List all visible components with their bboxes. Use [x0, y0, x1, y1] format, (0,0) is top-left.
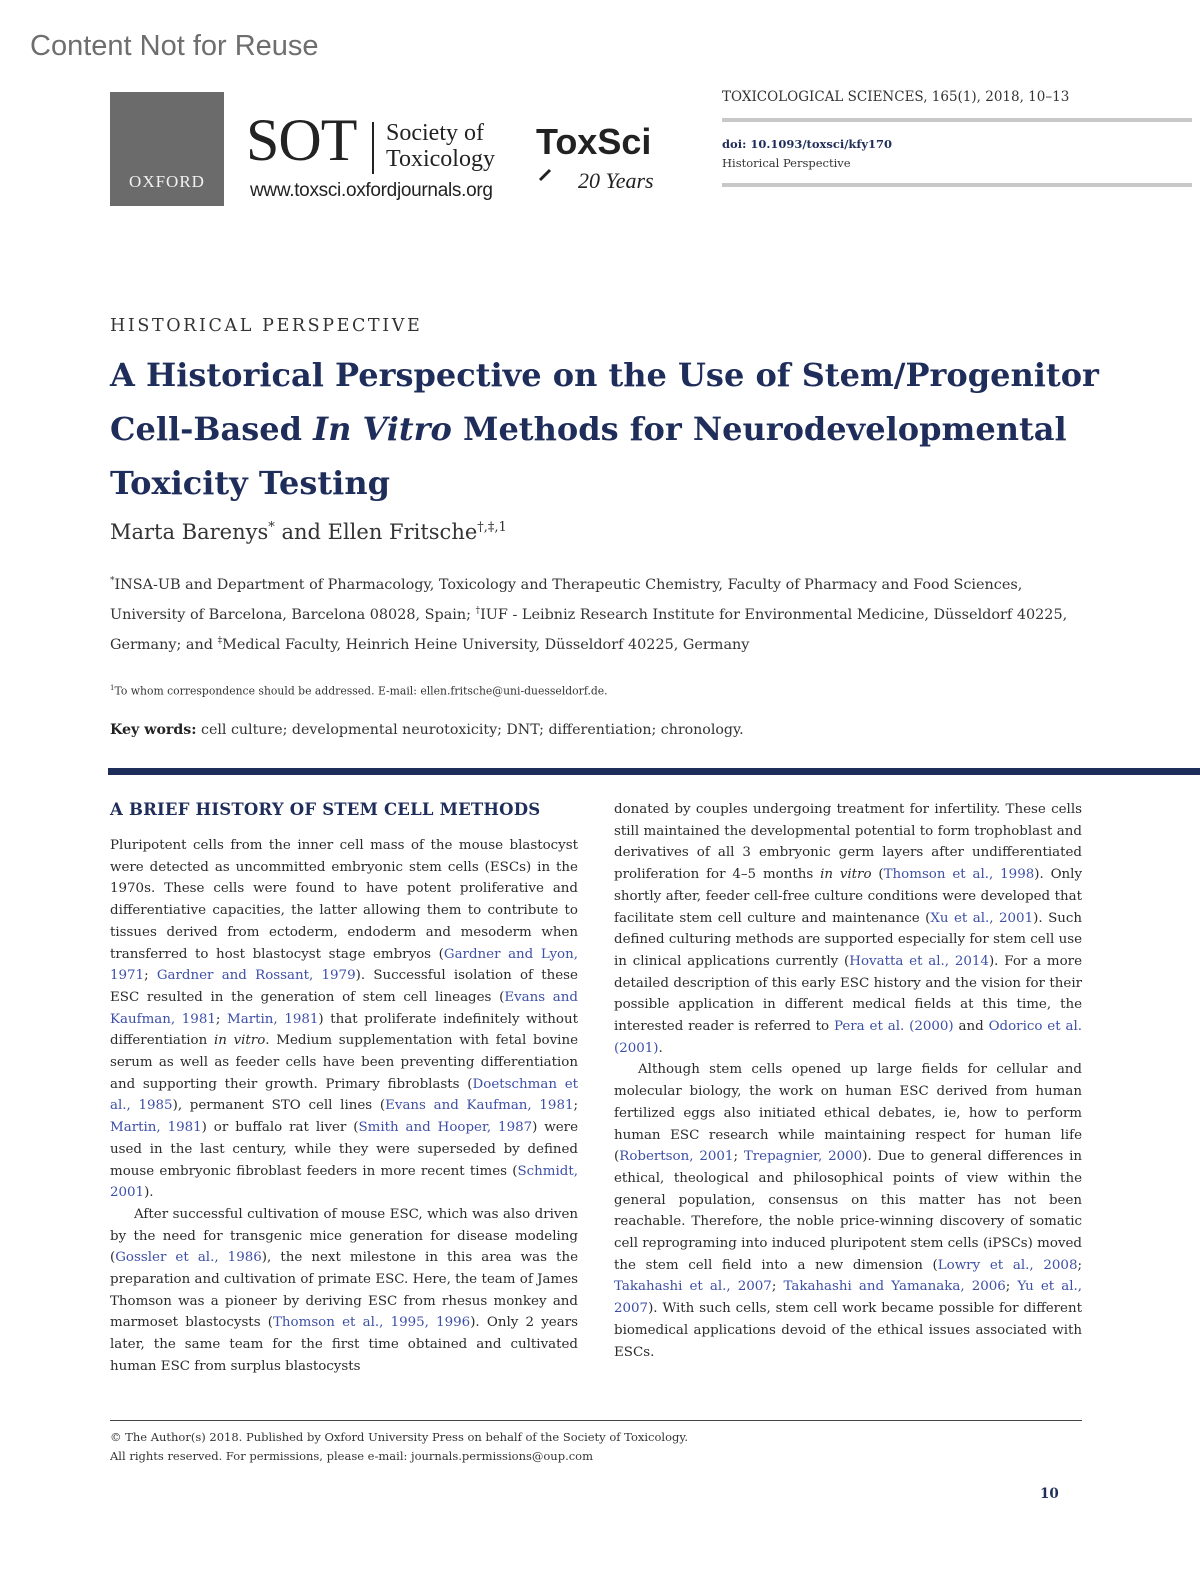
correspondence-note — [110, 684, 608, 698]
journal-url: www.toxsci.oxfordjournals.org — [250, 180, 493, 201]
separator: ; — [1005, 1279, 1018, 1295]
body-text: ). Due to general differences in ethical, theological and philosophical points of view within the general population, consensus on this matter has not been reachable. Therefore, the noble price-winning discovery of somatic cell reprograming into induced pluripotent stem cells (iPSCs) moved the stem cell field into a new dimension ( — [614, 1149, 1082, 1273]
citation-link[interactable]: Gossler et al., 1986 — [115, 1250, 262, 1266]
citation-link[interactable]: Gardner and Rossant, 1979 — [156, 968, 356, 984]
oxford-logo — [110, 92, 224, 206]
citation-link[interactable]: Schmidt, 2001 — [110, 1163, 578, 1201]
separator: ; — [215, 1011, 228, 1027]
separator: ; — [733, 1149, 744, 1165]
body-text: ). With such cells, stem cell work became possible for different biomedical applications devoid of the ethical issues associated with ESCs. — [614, 1301, 1082, 1360]
sot-divider — [372, 122, 374, 174]
body-text: ) were used in the last century, while they were superseded by defined mouse embryonic fibroblast feeders in more recent times ( — [110, 1120, 579, 1179]
citation-link[interactable]: Evans and Kaufman, 1981 — [385, 1098, 574, 1114]
body-text: donated by couples undergoing treatment for infertility. These cells still maintained the developmental potential to form trophoblast and derivatives of all 3 embryonic germ layers after undifferentiated proliferation for 4–5 months — [614, 802, 1082, 883]
paragraph — [614, 1059, 1082, 1363]
journal-citation: TOXICOLOGICAL SCIENCES, 165(1), 2018, 10–13 — [722, 89, 1070, 105]
section-divider — [108, 768, 1200, 775]
body-text: ) or buffalo rat liver ( — [201, 1120, 359, 1136]
header-rule-bottom — [722, 183, 1192, 187]
body-text: ). — [144, 1185, 154, 1201]
body-text: ). Successful isolation of these ESC resulted in the generation of stem cell lineages ( — [110, 968, 578, 1005]
corresp-text: To whom correspondence should be addressed. E-mail: ellen.fritsche@uni-duesseldorf.de. — [114, 684, 608, 698]
citation-link[interactable]: Thomson et al., 1998 — [883, 867, 1035, 883]
oxford-label: OXFORD — [129, 172, 205, 191]
section-heading: A BRIEF HISTORY OF STEM CELL METHODS — [110, 800, 541, 819]
body-text: Pluripotent cells from the inner cell mass of the mouse blastocyst were detected as uncommitted embryonic stem cells (ESCs) in the 1970s. These cells were found to have potent proliferative and differentiative capacities, the latter allowing them to contribute to tissues derived from ectoderm, endoderm and mesoderm when transferred to host blastocyst stage embryos ( — [110, 838, 578, 962]
body-column-left — [110, 835, 578, 1378]
affil-2: IUF - Leibniz Research Institute for Environmental Medicine, Düsseldorf 40225, Germany; and — [110, 606, 1068, 653]
article-type: Historical Perspective — [722, 156, 851, 170]
separator: ; — [144, 968, 157, 984]
citation-link[interactable]: Martin, 1981 — [227, 1011, 319, 1027]
keywords — [110, 722, 744, 738]
author2-sup: †,‡,1 — [477, 520, 507, 535]
magnifier-icon — [536, 158, 562, 184]
body-text: After successful cultivation of mouse ESC, which was also driven by the need for transgenic mice generation for disease modeling ( — [110, 1206, 578, 1266]
society-line1: Society of — [386, 120, 484, 146]
body-text: Although stem cells opened up large fields for cellular and molecular biology, the work on human ESC derived from human fertilized eggs also initiated ethical debates, ie, how to perform human ESC research while maintaining respect for human life ( — [614, 1062, 1082, 1165]
twenty-years-label: 20 Years — [578, 168, 654, 193]
body-italic: in vitro — [820, 867, 872, 883]
citation-link[interactable]: Lowry et al., 2008 — [937, 1257, 1078, 1273]
affil-sup3: ‡ — [217, 635, 223, 646]
copyright-notice — [110, 1428, 688, 1466]
keywords-list: cell culture; developmental neurotoxicity; DNT; differentiation; chronology. — [196, 722, 744, 738]
body-column-right — [614, 799, 1082, 1363]
sot-logo: SOT — [246, 107, 357, 173]
watermark-text: Content Not for Reuse — [30, 30, 319, 62]
affil-sup1: * — [110, 576, 115, 586]
article-kicker: HISTORICAL PERSPECTIVE — [110, 316, 423, 336]
citation-link[interactable]: Pera et al. (2000) — [833, 1019, 954, 1035]
citation-link[interactable]: Thomson et al., 1995, 1996 — [273, 1315, 471, 1331]
corresp-sup: 1 — [110, 684, 115, 692]
copyright-line1: © The Author(s) 2018. Published by Oxford University Press on behalf of the Society of Toxicology. — [110, 1430, 688, 1444]
citation-link[interactable]: Gardner and Lyon, 1971 — [110, 946, 578, 984]
separator: ; — [1077, 1257, 1082, 1273]
citation-link[interactable]: Evans and Kaufman, 1981 — [110, 989, 578, 1027]
authors — [110, 520, 507, 544]
citation-link[interactable]: Takahashi and Yamanaka, 2006 — [783, 1279, 1006, 1295]
toxsci-logo: ToxSci — [536, 121, 652, 162]
body-italic: in vitro — [213, 1033, 266, 1049]
citation-link[interactable]: Robertson, 2001 — [619, 1149, 734, 1165]
body-text: ) that proliferate indefinitely without differentiation — [110, 1011, 578, 1049]
citation-link[interactable]: Takahashi et al., 2007 — [614, 1279, 772, 1295]
separator: ; — [573, 1098, 578, 1114]
citation-link[interactable]: Yu et al., 2007 — [614, 1279, 1083, 1317]
paragraph — [110, 1204, 578, 1378]
citation-link[interactable]: Doetschman et al., 1985 — [110, 1076, 579, 1114]
citation-link[interactable]: Trepagnier, 2000 — [743, 1149, 863, 1165]
paragraph — [614, 799, 1082, 1059]
body-text: and — [953, 1019, 989, 1035]
society-line2: Toxicology — [386, 146, 495, 172]
body-text: ), the next milestone in this area was the preparation and cultivation of primate ESC. Here, the team of James Thomson was a pioneer by deriving ESC from rhesus monkey and marmoset blastocysts ( — [110, 1250, 578, 1331]
body-text: ), permanent STO cell lines ( — [172, 1098, 386, 1114]
title-italic: In Vitro — [313, 410, 452, 448]
author-fritsche: Ellen Fritsche — [327, 520, 478, 544]
citation-link[interactable]: Odorico et al. (2001) — [614, 1019, 1082, 1056]
author-join: and — [274, 520, 328, 544]
body-text: ). For a more detailed description of this early ESC history and the vision for their possible application in different medical fields at this time, the interested reader is referred to — [614, 953, 1082, 1035]
body-text: ). Only shortly after, feeder cell-free culture conditions were developed that facilitate stem cell culture and maintenance ( — [614, 867, 1083, 926]
citation-link[interactable]: Smith and Hooper, 1987 — [358, 1120, 533, 1136]
article-title — [110, 348, 1110, 510]
paragraph — [110, 835, 578, 1204]
affil-3: Medical Faculty, Heinrich Heine University, Düsseldorf 40225, Germany — [222, 636, 750, 653]
author1-sup: * — [268, 520, 275, 535]
keywords-label: Key words: — [110, 722, 197, 738]
citation-link[interactable]: Martin, 1981 — [110, 1120, 202, 1136]
copyright-line2: All rights reserved. For permissions, please e-mail: journals.permissions@oup.com — [110, 1449, 593, 1463]
title-part1: A Historical Perspective on the Use of Stem/Progenitor Cell-Based — [110, 356, 1099, 448]
doi-link[interactable]: doi: 10.1093/toxsci/kfy170 — [722, 137, 893, 151]
separator: ; — [771, 1279, 784, 1295]
footer-rule — [110, 1420, 1082, 1421]
author-barenys: Marta Barenys — [110, 520, 269, 544]
header-rule-top — [722, 118, 1192, 122]
citation-link[interactable]: Xu et al., 2001 — [930, 910, 1034, 926]
title-part2: Methods for Neurodevelopmental Toxicity Testing — [110, 410, 1067, 502]
affil-sup2: † — [475, 605, 481, 616]
citation-link[interactable]: Hovatta et al., 2014 — [849, 953, 989, 969]
body-text: ). Only 2 years later, the same team for the first time obtained and cultivated human ESC from surplus blastocysts — [110, 1315, 578, 1374]
affiliations — [110, 568, 1090, 657]
body-text: ). Such defined culturing methods are supported especially for stem cell use in clinical applications currently ( — [614, 910, 1082, 969]
body-text: ( — [871, 867, 884, 883]
page-number: 10 — [1040, 1486, 1059, 1502]
body-text: . Medium supplementation with fetal bovine serum as well as feeder cells have been preventing differentiation and supporting their growth. Primary fibroblasts ( — [110, 1033, 578, 1092]
society-of-toxicology — [386, 120, 495, 172]
affil-1: INSA-UB and Department of Pharmacology, Toxicology and Therapeutic Chemistry, Faculty of Pharmacy and Food Sciences, University of Barcelona, Barcelona 08028, Spain; — [110, 576, 1023, 623]
body-text: . — [658, 1040, 663, 1056]
